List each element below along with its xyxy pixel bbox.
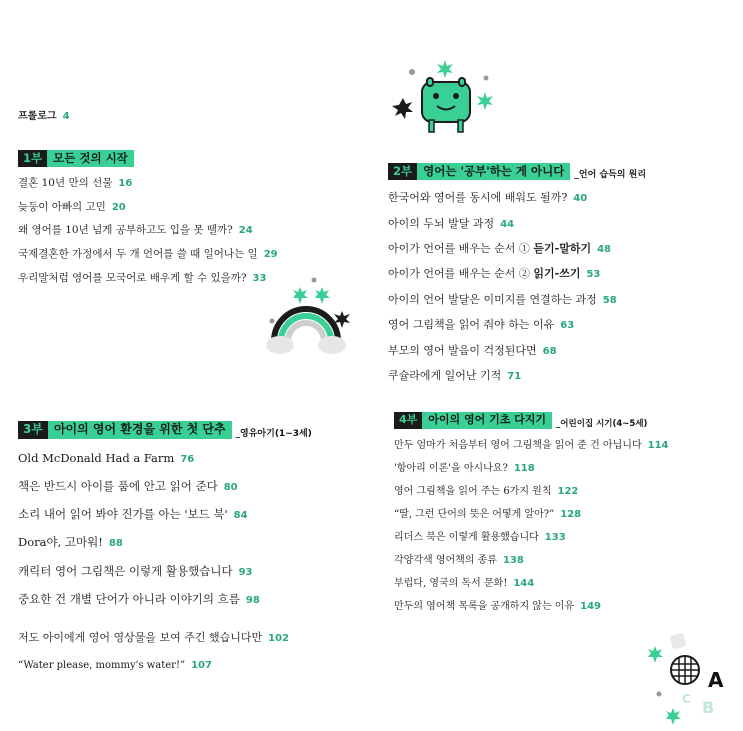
toc-entry (18, 624, 388, 652)
page-number: 93 (238, 566, 253, 578)
page-number: 88 (108, 538, 123, 550)
toc-entry (388, 364, 738, 389)
part-3 (18, 421, 388, 679)
page-number: 44 (500, 218, 515, 230)
part-4 (394, 412, 739, 618)
page-number: 122 (557, 485, 579, 497)
entry-emphasis: 듣기-말하기 (533, 242, 592, 256)
page-number: 107 (191, 660, 212, 672)
page-number: 76 (180, 453, 195, 465)
toc-entry (388, 212, 738, 237)
entry-title: 부럽다, 영국의 독서 문화! (394, 578, 508, 590)
part-badge: 2부 (388, 163, 417, 180)
entry-title: 중요한 건 개별 단어가 아니라 이야기의 흐름 (18, 591, 240, 606)
page-number: 133 (544, 532, 566, 544)
toc-entry (388, 262, 738, 287)
toc-entry (394, 457, 739, 480)
entry-title: 아이의 두뇌 발달 과정 (388, 216, 495, 230)
page-number: 4 (62, 111, 70, 122)
toc-entry (394, 572, 739, 595)
corner-letter-a: A (708, 668, 724, 692)
part-title: 모든 것의 시작 (47, 150, 134, 167)
entry-title: “Water please, mommy's water!” (18, 660, 186, 672)
entry-title: 각양각색 영어책의 종류 (394, 555, 497, 567)
part-2-list (388, 186, 738, 389)
part-title: 아이의 영어 환경을 위한 첫 단추 (48, 421, 232, 439)
entry-title: 캐릭터 영어 그림책은 이렇게 활용했습니다 (18, 563, 233, 578)
part-title: 아이의 영어 기초 다지기 (422, 412, 552, 429)
part-1-list (18, 172, 378, 290)
part-1-heading (18, 150, 378, 167)
prologue-entry (18, 107, 70, 122)
entry-title: 한국어와 영어를 동시에 배워도 될까? (388, 191, 568, 205)
part-4-list (394, 434, 739, 619)
toc-entry (18, 196, 378, 220)
part-3-heading (18, 421, 388, 439)
entry-title: 리더스 북은 이렇게 활용했습니다 (394, 532, 539, 544)
rainbow-illustration (262, 275, 357, 357)
page-number: 114 (647, 439, 669, 451)
part-2-heading (388, 163, 738, 180)
part-badge: 4부 (394, 412, 422, 429)
page-number: 58 (602, 294, 617, 306)
entry-title: 만두 엄마가 처음부터 영어 그림책을 읽어 준 건 아닙니다 (394, 439, 642, 451)
disco-ball-illustration (645, 630, 735, 725)
page-number: 80 (223, 482, 238, 493)
page-number: 16 (118, 178, 133, 190)
toc-entry (18, 473, 388, 501)
toc-entry (394, 480, 739, 503)
entry-title: 늦둥이 아빠의 고민 (18, 200, 106, 213)
page-number: 71 (507, 371, 522, 383)
toc-entry (388, 237, 738, 262)
toc-entry (394, 434, 739, 457)
page-number: 144 (513, 578, 535, 590)
part-badge: 1부 (18, 150, 47, 167)
page-number: 84 (233, 510, 248, 522)
toc-entry (388, 313, 738, 338)
toc-entry (394, 526, 739, 549)
toc-entry (18, 243, 378, 267)
entry-title: 아이의 언어 발달은 이미지를 연결하는 과정 (388, 292, 597, 306)
page-number: 33 (252, 272, 267, 284)
toc-entry (388, 186, 738, 211)
toc-entry (394, 549, 739, 572)
toc-entry (18, 652, 388, 679)
entry-title: 만두의 영어책 목록을 공개하지 않는 이유 (394, 601, 575, 613)
part-3-extra-list (18, 624, 388, 679)
part-4-heading (394, 412, 739, 429)
part-subtitle: _언어 습득의 원리 (574, 170, 647, 181)
entry-emphasis: 읽기-쓰기 (533, 267, 581, 281)
entry-title: 저도 아이에게 영어 영상물을 보여 주긴 했습니다만 (18, 631, 263, 645)
entry-title: Dora야, 고마워! (18, 535, 103, 550)
entry-title: 아이가 언어를 배우는 순서 ② (388, 267, 530, 281)
entry-title: 쿠슐라에게 일어난 기적 (388, 369, 502, 383)
entry-title: 영어 그림책을 읽어 줘야 하는 이유 (388, 318, 555, 332)
page-number: 40 (573, 193, 588, 205)
part-subtitle: _어린이집 시기(4~5세) (556, 418, 648, 429)
page-number: 48 (597, 244, 611, 256)
part-title: 영어는 '공부'하는 게 아니다 (417, 163, 570, 180)
entry-title: 국제결혼한 가정에서 두 개 언어를 쓸 때 일어나는 일 (18, 248, 258, 260)
entry-title: Old McDonald Had a Farm (18, 450, 175, 465)
toc-entry (388, 288, 738, 313)
part-subtitle: _영유아기(1~3세) (235, 428, 312, 439)
page-number: 128 (560, 508, 582, 520)
prologue-label: 프롤로그 (18, 111, 57, 122)
monster-illustration (385, 58, 497, 138)
page-number: 63 (560, 320, 575, 332)
toc-entry (18, 558, 388, 586)
page-number: 118 (513, 462, 535, 474)
page-number: 29 (263, 249, 278, 260)
toc-entry (18, 529, 388, 557)
toc-entry (18, 501, 388, 529)
entry-title: 왜 영어를 10년 넘게 공부하고도 입을 못 뗄까? (18, 224, 233, 237)
part-badge: 3부 (18, 421, 48, 439)
entry-title: 부모의 영어 발음이 걱정된다면 (388, 343, 537, 357)
page-number: 20 (111, 201, 126, 213)
entry-title: 결혼 10년 만의 선물 (18, 177, 113, 190)
page-number: 102 (268, 633, 289, 645)
entry-title: 책은 반드시 아이를 품에 안고 읽어 준다 (18, 479, 218, 493)
entry-title: 우리말처럼 영어를 모국어로 배우게 할 수 있을까? (18, 271, 247, 284)
page-number: 138 (502, 555, 524, 567)
toc-entry (18, 586, 388, 614)
toc-entry (388, 339, 738, 364)
entry-title: '항아리 이론'을 아시나요? (394, 462, 508, 474)
page-number: 98 (245, 594, 260, 606)
part-3-list (18, 445, 388, 614)
toc-entry (18, 172, 378, 196)
toc-entry (18, 445, 388, 473)
entry-title: 아이가 언어를 배우는 순서 ① (388, 242, 530, 256)
corner-letter-c: C (682, 692, 691, 706)
page-number: 149 (580, 601, 601, 613)
page-number: 53 (586, 269, 601, 281)
page-number: 24 (238, 225, 253, 237)
toc-entry (394, 503, 739, 526)
part-2 (388, 163, 738, 389)
corner-letter-b: B (702, 698, 715, 717)
entry-title: “딸, 그런 단어의 뜻은 어떻게 알아?” (394, 508, 555, 520)
part-1 (18, 150, 378, 290)
toc-entry (18, 219, 378, 243)
page-number: 68 (542, 345, 557, 357)
entry-title: 영어 그림책을 읽어 주는 6가지 원칙 (394, 485, 552, 497)
entry-title: 소리 내어 읽어 봐야 진가를 아는 '보드 북' (18, 507, 228, 522)
toc-entry (394, 595, 739, 618)
